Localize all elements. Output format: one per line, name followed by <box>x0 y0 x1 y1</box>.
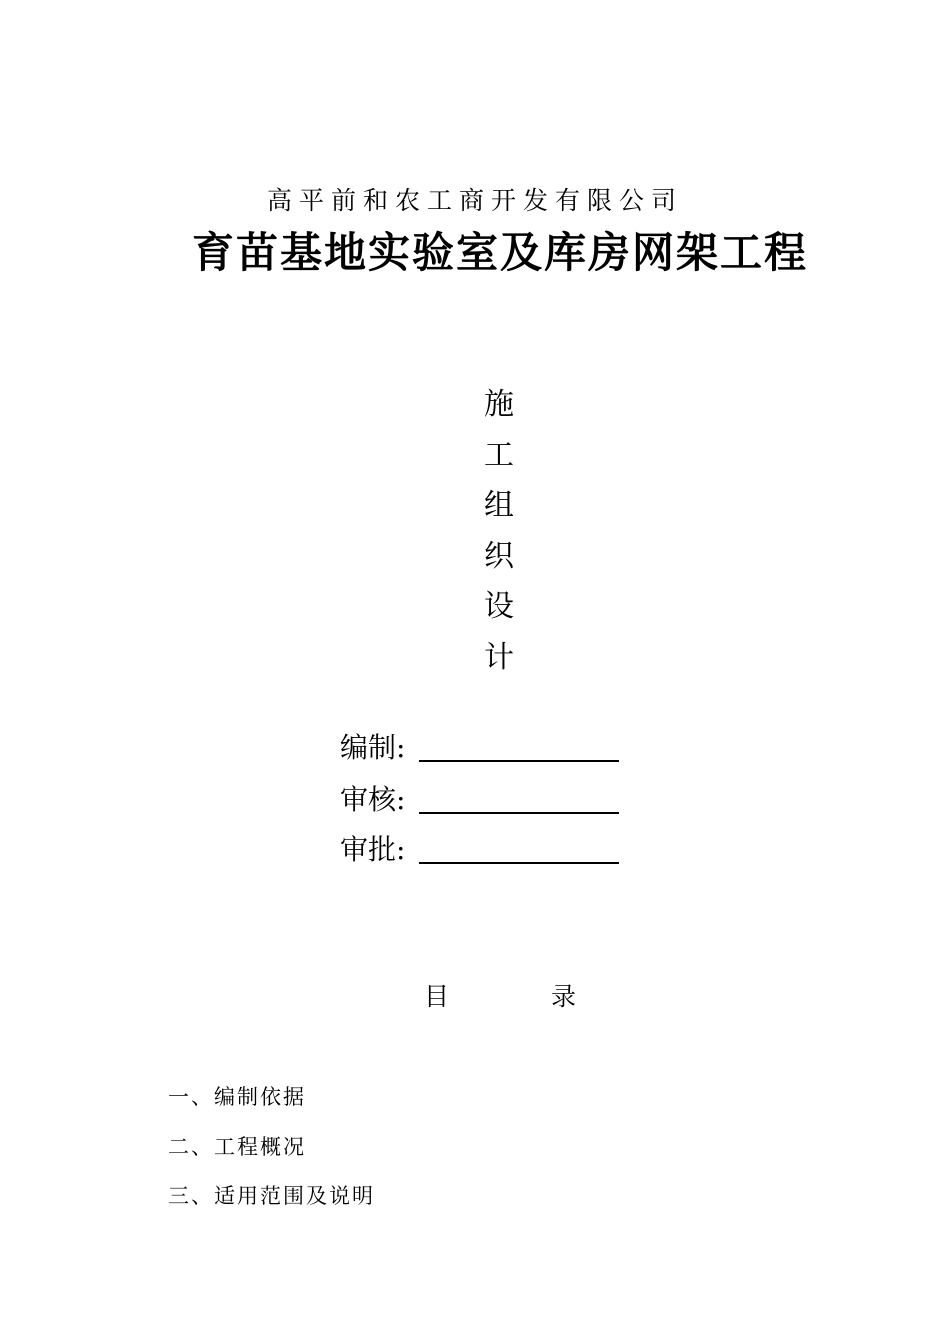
company-name: 高平前和农工商开发有限公司 <box>266 186 683 215</box>
signature-label: 审批: <box>340 833 406 866</box>
signature-row-reviewed <box>340 782 619 818</box>
signature-label: 审核: <box>340 783 406 816</box>
toc-item: 一、编制依据 <box>168 1085 306 1109</box>
toc-item: 三、适用范围及说明 <box>168 1184 375 1208</box>
signature-label: 编制: <box>340 731 406 764</box>
signature-line <box>419 732 619 762</box>
document-title-char: 组 <box>484 488 514 523</box>
signature-line <box>419 784 619 814</box>
project-title: 育苗基地实验室及库房网架工程 <box>191 228 808 277</box>
document-title-char: 工 <box>484 437 514 473</box>
document-title-vertical <box>484 380 524 683</box>
document-title-char: 计 <box>484 639 514 675</box>
signature-row-approved <box>340 832 619 868</box>
document-title-char: 设 <box>484 589 514 624</box>
signature-line <box>419 834 619 864</box>
document-title-char: 织 <box>484 538 514 574</box>
document-title-char: 施 <box>484 387 514 422</box>
signature-row-compiled <box>340 730 619 766</box>
toc-title-first: 目 <box>424 982 450 1011</box>
toc-title-second: 录 <box>551 982 577 1011</box>
toc-item: 二、工程概况 <box>168 1135 306 1159</box>
